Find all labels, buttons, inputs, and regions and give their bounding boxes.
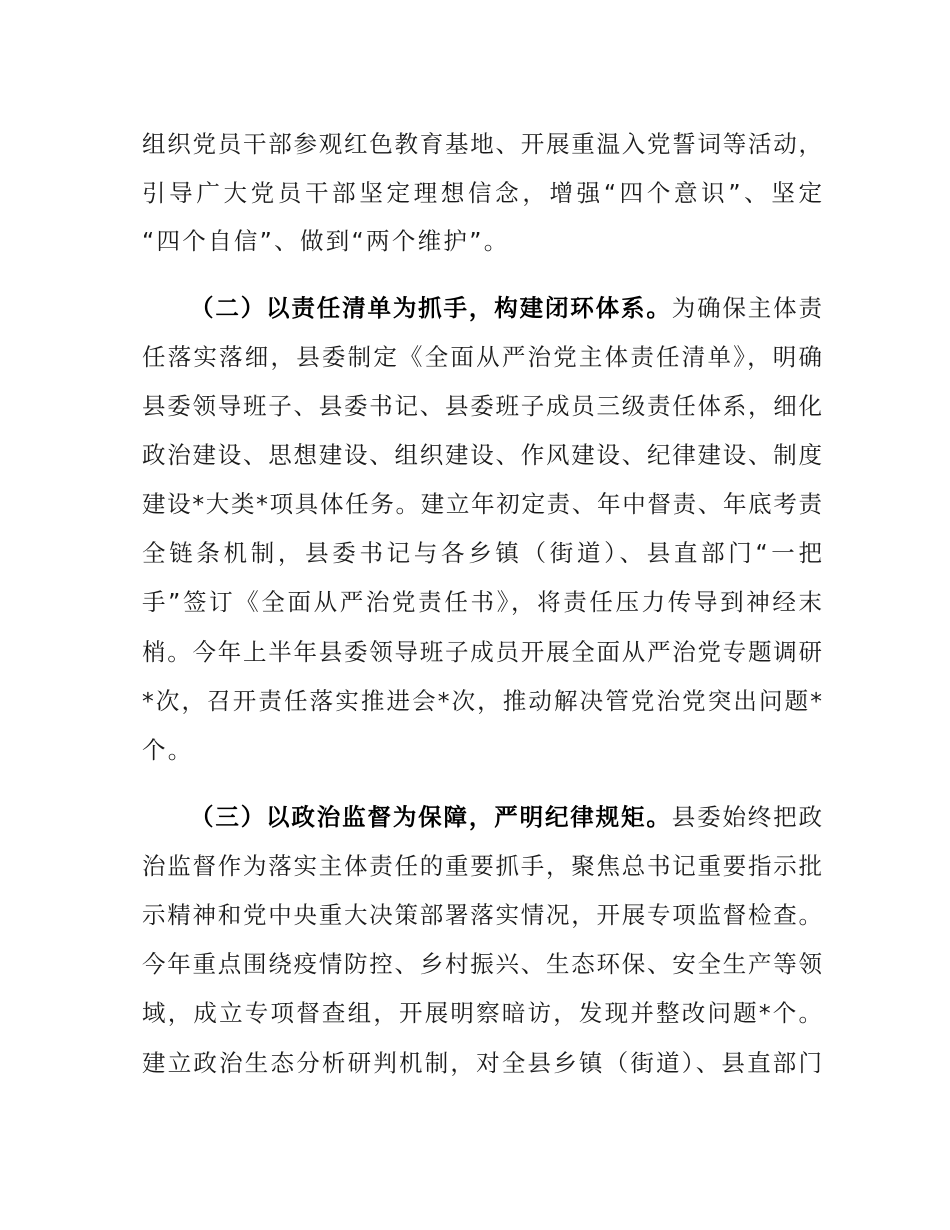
paragraph-2-line-7: 手”签订《全面从严治党责任书》，将责任压力传导到神经末 — [142, 588, 822, 616]
paragraph-2-line-3: 县委领导班子、县委书记、县委班子成员三级责任体系，细化 — [142, 392, 822, 420]
paragraph-2-first-line — [190, 288, 822, 328]
paragraph-2-line-8: 梢。今年上半年县委领导班子成员开展全面从严治党专题调研 — [142, 638, 822, 666]
paragraph-3-first-line — [190, 797, 822, 837]
paragraph-3-line-6: 建立政治生态分析研判机制，对全县乡镇（街道）、县直部门 — [142, 1049, 822, 1077]
paragraph-2-line-10: 个。 — [142, 736, 194, 764]
paragraph-1-line-3: “四个自信”、做到“两个维护”。 — [142, 227, 510, 255]
paragraph-2-heading: （二）以责任清单为抓手，构建闭环体系。 — [190, 294, 672, 322]
paragraph-3-line-5: 域，成立专项督查组，开展明察暗访，发现并整改问题*个。 — [142, 999, 822, 1027]
paragraph-3-line-2: 治监督作为落实主体责任的重要抓手，聚焦总书记重要指示批 — [142, 852, 822, 880]
paragraph-2-line-9: *次，召开责任落实推进会*次，推动解决管党治党突出问题* — [142, 687, 822, 715]
paragraph-3-line-3: 示精神和党中央重大决策部署落实情况，开展专项监督检查。 — [142, 901, 822, 929]
paragraph-3-line-4: 今年重点围绕疫情防控、乡村振兴、生态环保、安全生产等领 — [142, 950, 822, 978]
paragraph-2-line-2: 任落实落细，县委制定《全面从严治党主体责任清单》，明确 — [142, 343, 822, 371]
paragraph-3-first-line-text: 县委始终把政 — [671, 803, 823, 831]
paragraph-2-line-4: 政治建设、思想建设、组织建设、作风建设、纪律建设、制度 — [142, 441, 822, 469]
paragraph-3-heading: （三）以政治监督为保障，严明纪律规矩。 — [190, 803, 672, 831]
paragraph-1-line-1: 组织党员干部参观红色教育基地、开展重温入党誓词等活动， — [142, 130, 822, 158]
paragraph-2-line-6: 全链条机制，县委书记与各乡镇（街道）、县直部门“一把 — [142, 539, 822, 567]
paragraph-1-line-2: 引导广大党员干部坚定理想信念，增强“四个意识”、坚定 — [142, 179, 822, 207]
paragraph-2-line-5: 建设*大类*项具体任务。建立年初定责、年中督责、年底考责 — [142, 490, 822, 518]
paragraph-2-first-line-text: 为确保主体责 — [671, 294, 823, 322]
